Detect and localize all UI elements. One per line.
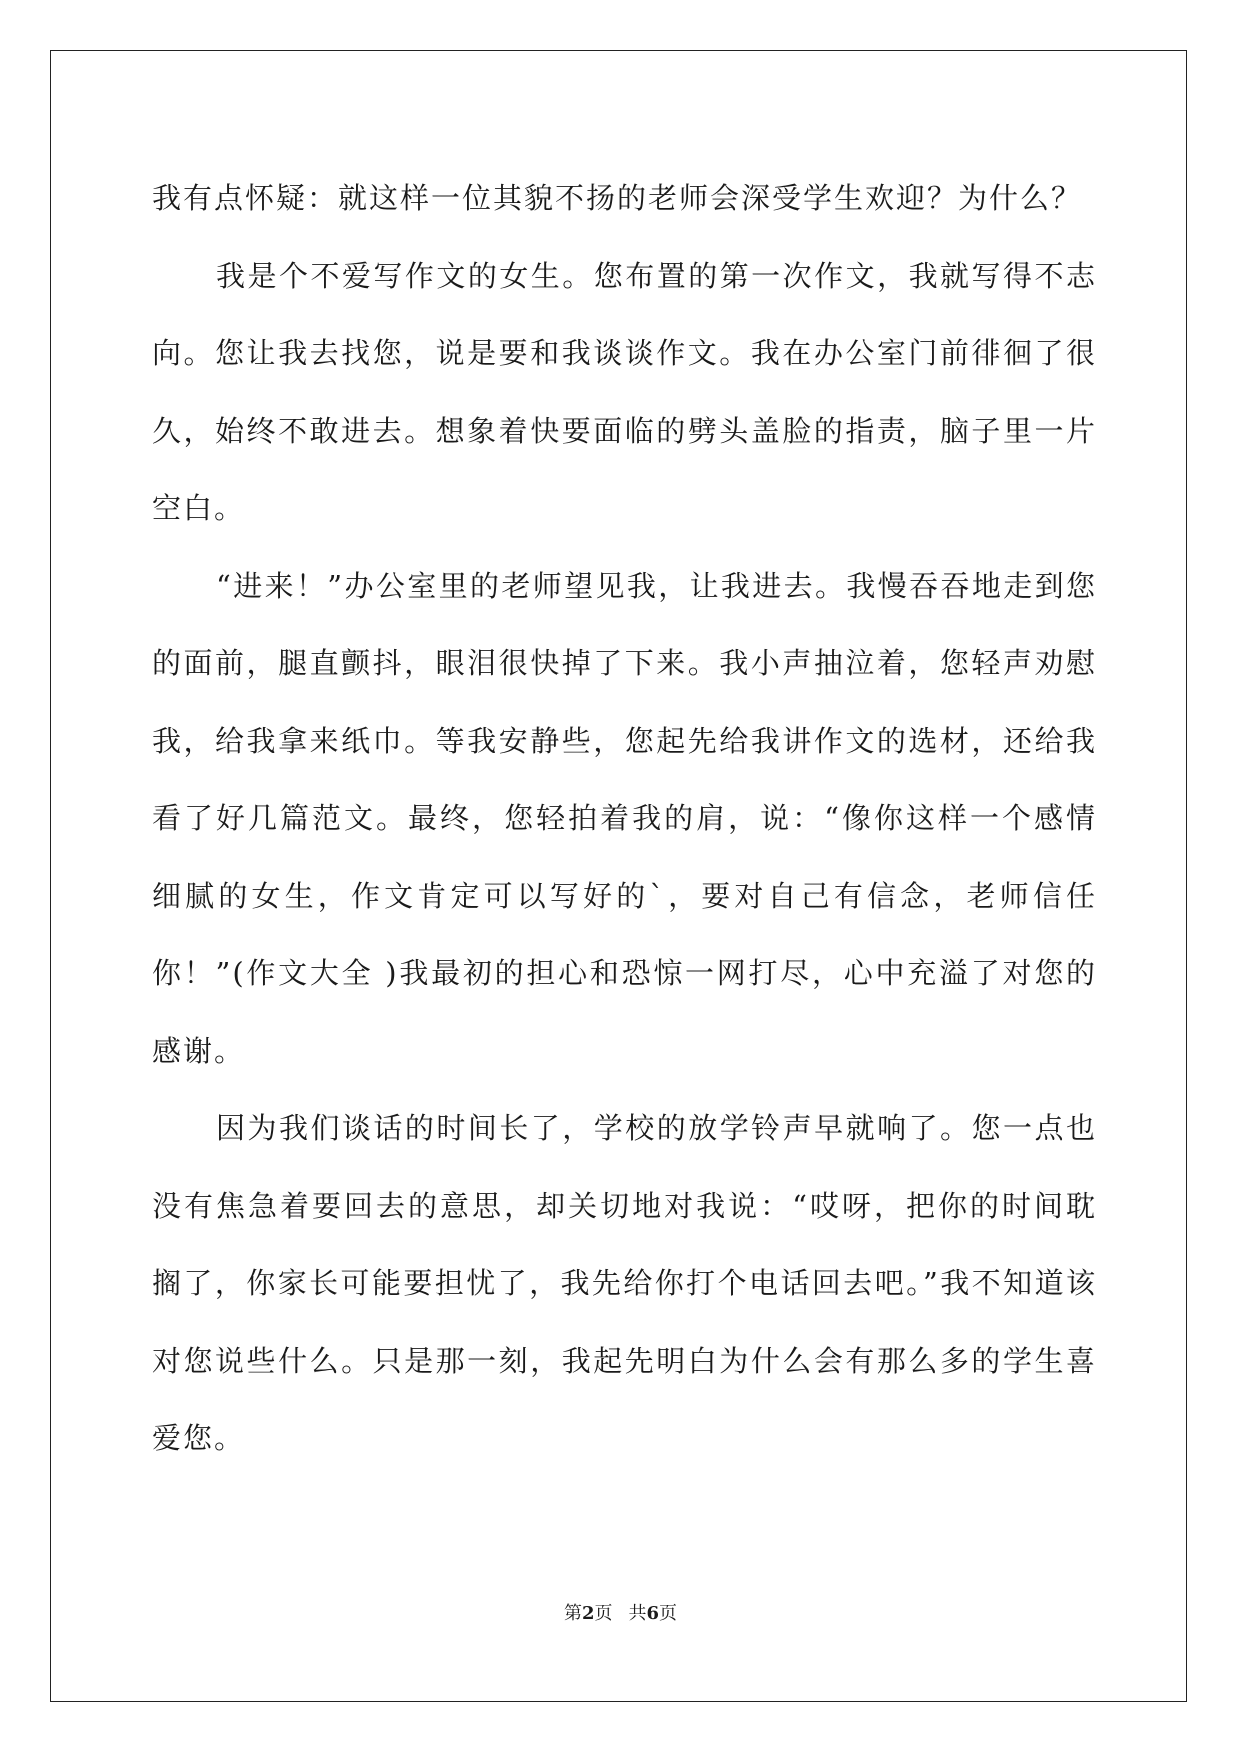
paragraph-1: 我有点怀疑：就这样一位其貌不扬的老师会深受学生欢迎？为什么？ xyxy=(152,181,1083,215)
page-current: 2 xyxy=(581,1603,595,1624)
total-suffix: 页 xyxy=(659,1603,678,1624)
paragraph-2: 我是个不爱写作文的女生。您布置的第一次作文，我就写得不志向。您让我去找您，说是要和我谈谈作文。我在办公室门前徘徊了很久，始终不敢进去。想象着快要面临的劈头盖脸的指责，脑子里一片空白。 xyxy=(152,258,1097,525)
paragraph-3: “进来！”办公室里的老师望见我，让我进去。我慢吞吞地走到您的面前，腿直颤抖，眼泪很快掉了下来。我小声抽泣着，您轻声劝慰我，给我拿来纸巾。等我安静些，您起先给我讲作文的选材，还给我看了好几篇范文。最终，您轻拍着我的肩，说：“像你这样一个感情细腻的女生，作文肯定可以写好的`，要对自己有信念，老师信任你！”(作文大全 )我最初的担心和恐惊一网打尽，心中充溢了对您的感谢。 xyxy=(152,568,1097,1068)
total-prefix: 共 xyxy=(628,1603,647,1624)
document-body xyxy=(152,160,1097,1478)
paragraph-4: 因为我们谈话的时间长了，学校的放学铃声早就响了。您一点也没有焦急着要回去的意思，却关切地对我说：“哎呀，把你的时间耽搁了，你家长可能要担忧了，我先给你打个电话回去吧。”我不知道该对您说些什么。只是那一刻，我起先明白为什么会有那么多的学生喜爱您。 xyxy=(152,1111,1097,1455)
page-suffix: 页 xyxy=(594,1603,613,1624)
page-total: 6 xyxy=(646,1603,660,1624)
page-footer xyxy=(0,1599,1241,1625)
page-prefix: 第 xyxy=(563,1603,582,1624)
